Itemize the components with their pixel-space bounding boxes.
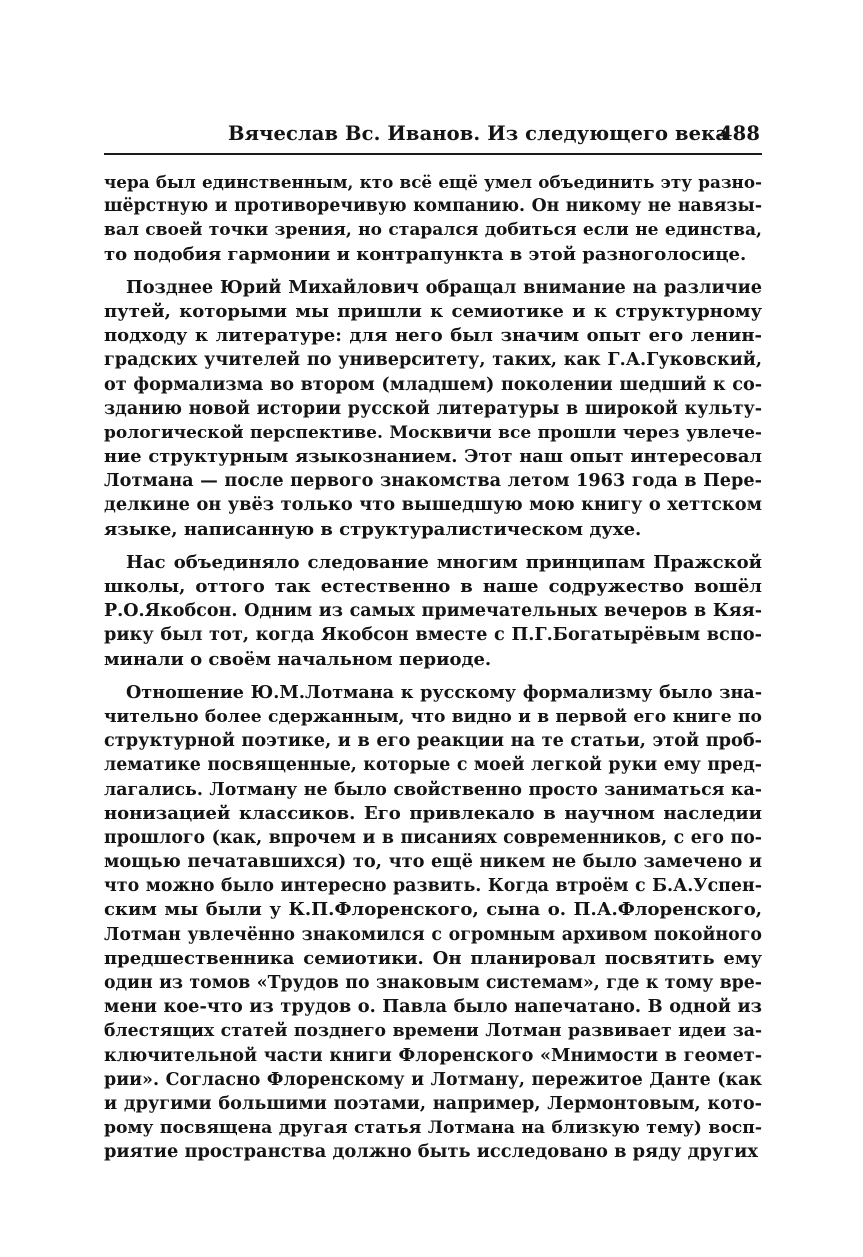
text-line: лагались. Лотману не было свойственно просто заниматься ка- (104, 779, 762, 800)
running-title: Вячеслав Вс. Иванов. Из следующего века (228, 122, 729, 145)
text-line: Лотман увлечённо знакомился с огромным архивом покойного (104, 924, 762, 945)
text-line: блестящих статей позднего времени Лотман развивает идеи за- (104, 1021, 762, 1042)
text-line: зданию новой истории русской литературы в широкой культу- (104, 398, 762, 419)
text-line: Позднее Юрий Михайлович обращал внимание на различие (126, 276, 762, 298)
text-line: чительно более сдержанным, что видно и в первой его книге по (104, 706, 762, 727)
text-line: и другими большими поэтами, например, Лермонтовым, кото- (104, 1092, 762, 1114)
text-line: Лотмана — после первого знакомства летом 1963 года в Пере- (104, 470, 762, 492)
text-line: путей, которыми мы пришли к семиотике и к структурному (104, 300, 762, 322)
text-line: ние структурным языкознанием. Этот наш опыт интересовал (104, 446, 762, 468)
text-line: рому посвящена другая статья Лотмана на близкую тему) восп- (104, 1118, 762, 1139)
text-line: лематике посвященные, которые с моей легкой руки ему пред- (104, 755, 762, 776)
text-line: школы, оттого так естественно в наше содружество вошёл (104, 576, 762, 597)
text-line: минали о своём начальном периоде. (104, 648, 492, 670)
body-text (104, 170, 762, 1174)
text-line: делкине он увёз только что вышедшую мою книгу о хеттском (104, 494, 762, 516)
text-line: риятие пространства должно быть исследовано в ряду других (104, 1141, 758, 1163)
text-line: рологической перспективе. Москвичи все прошли через увлече- (104, 422, 762, 443)
text-line: ским мы были у К.П.Флоренского, сына о. П.А.Флоренского, (104, 899, 762, 921)
text-line: от формализма во втором (младшем) поколении шедший к со- (104, 373, 762, 395)
paragraph (104, 276, 762, 542)
text-line: подходу к литературе: для него был значим опыт его ленин- (104, 325, 762, 347)
text-line: вал своей точки зрения, но старался добиться если не единства, (104, 220, 762, 241)
text-line: ключительной части книги Флоренского «Мнимости в геомет- (104, 1044, 762, 1066)
text-line: один из томов «Трудов по знаковым системам», где к тому вре- (104, 973, 762, 993)
page-number: 488 (718, 122, 760, 145)
paragraph (104, 681, 762, 1165)
text-line: градских учителей по университету, таких, как Г.А.Гуковский, (104, 349, 762, 371)
text-line: Нас объединяло следование многим принципам Пражской (126, 551, 762, 573)
text-line: рику был тот, когда Якобсон вместе с П.Г.Богатырёвым вспо- (104, 624, 762, 646)
text-line: рии». Согласно Флоренскому и Лотману, пережитое Данте (как (104, 1069, 762, 1090)
running-head (104, 118, 762, 150)
paragraph (104, 551, 762, 672)
text-line: предшественника семиотики. Он планировал посвятить ему (104, 947, 762, 969)
text-line: чера был единственным, кто всё ещё умел объединить эту разно- (104, 172, 762, 192)
text-line: Р.О.Якобсон. Одним из самых примечательных вечеров в Кяя- (104, 601, 762, 622)
text-line: мени кое-что из трудов о. Павла было напечатано. В одной из (104, 996, 762, 1018)
text-line: мощью печатавшихся) то, что ещё никем не было замечено и (104, 851, 762, 873)
text-line: нонизацией классиков. Его привлекало в научном наследии (104, 802, 762, 824)
text-line: что можно было интересно развить. Когда втроём с Б.А.Успен- (104, 876, 762, 897)
header-rule (104, 153, 762, 155)
text-line: Отношение Ю.М.Лотмана к русскому формализму было зна- (126, 681, 762, 703)
text-line: прошлого (как, впрочем и в писаниях современников, с его по- (104, 827, 762, 848)
paragraph (104, 170, 762, 267)
text-line: языке, написанную в структуралистическом духе. (104, 518, 642, 540)
text-line: шёрстную и противоречивую компанию. Он никому не навязы- (104, 196, 762, 217)
text-line: структурной поэтике, и в его реакции на те статьи, этой проб- (104, 730, 762, 752)
text-line: то подобия гармонии и контрапункта в этой разноголосице. (104, 243, 747, 265)
